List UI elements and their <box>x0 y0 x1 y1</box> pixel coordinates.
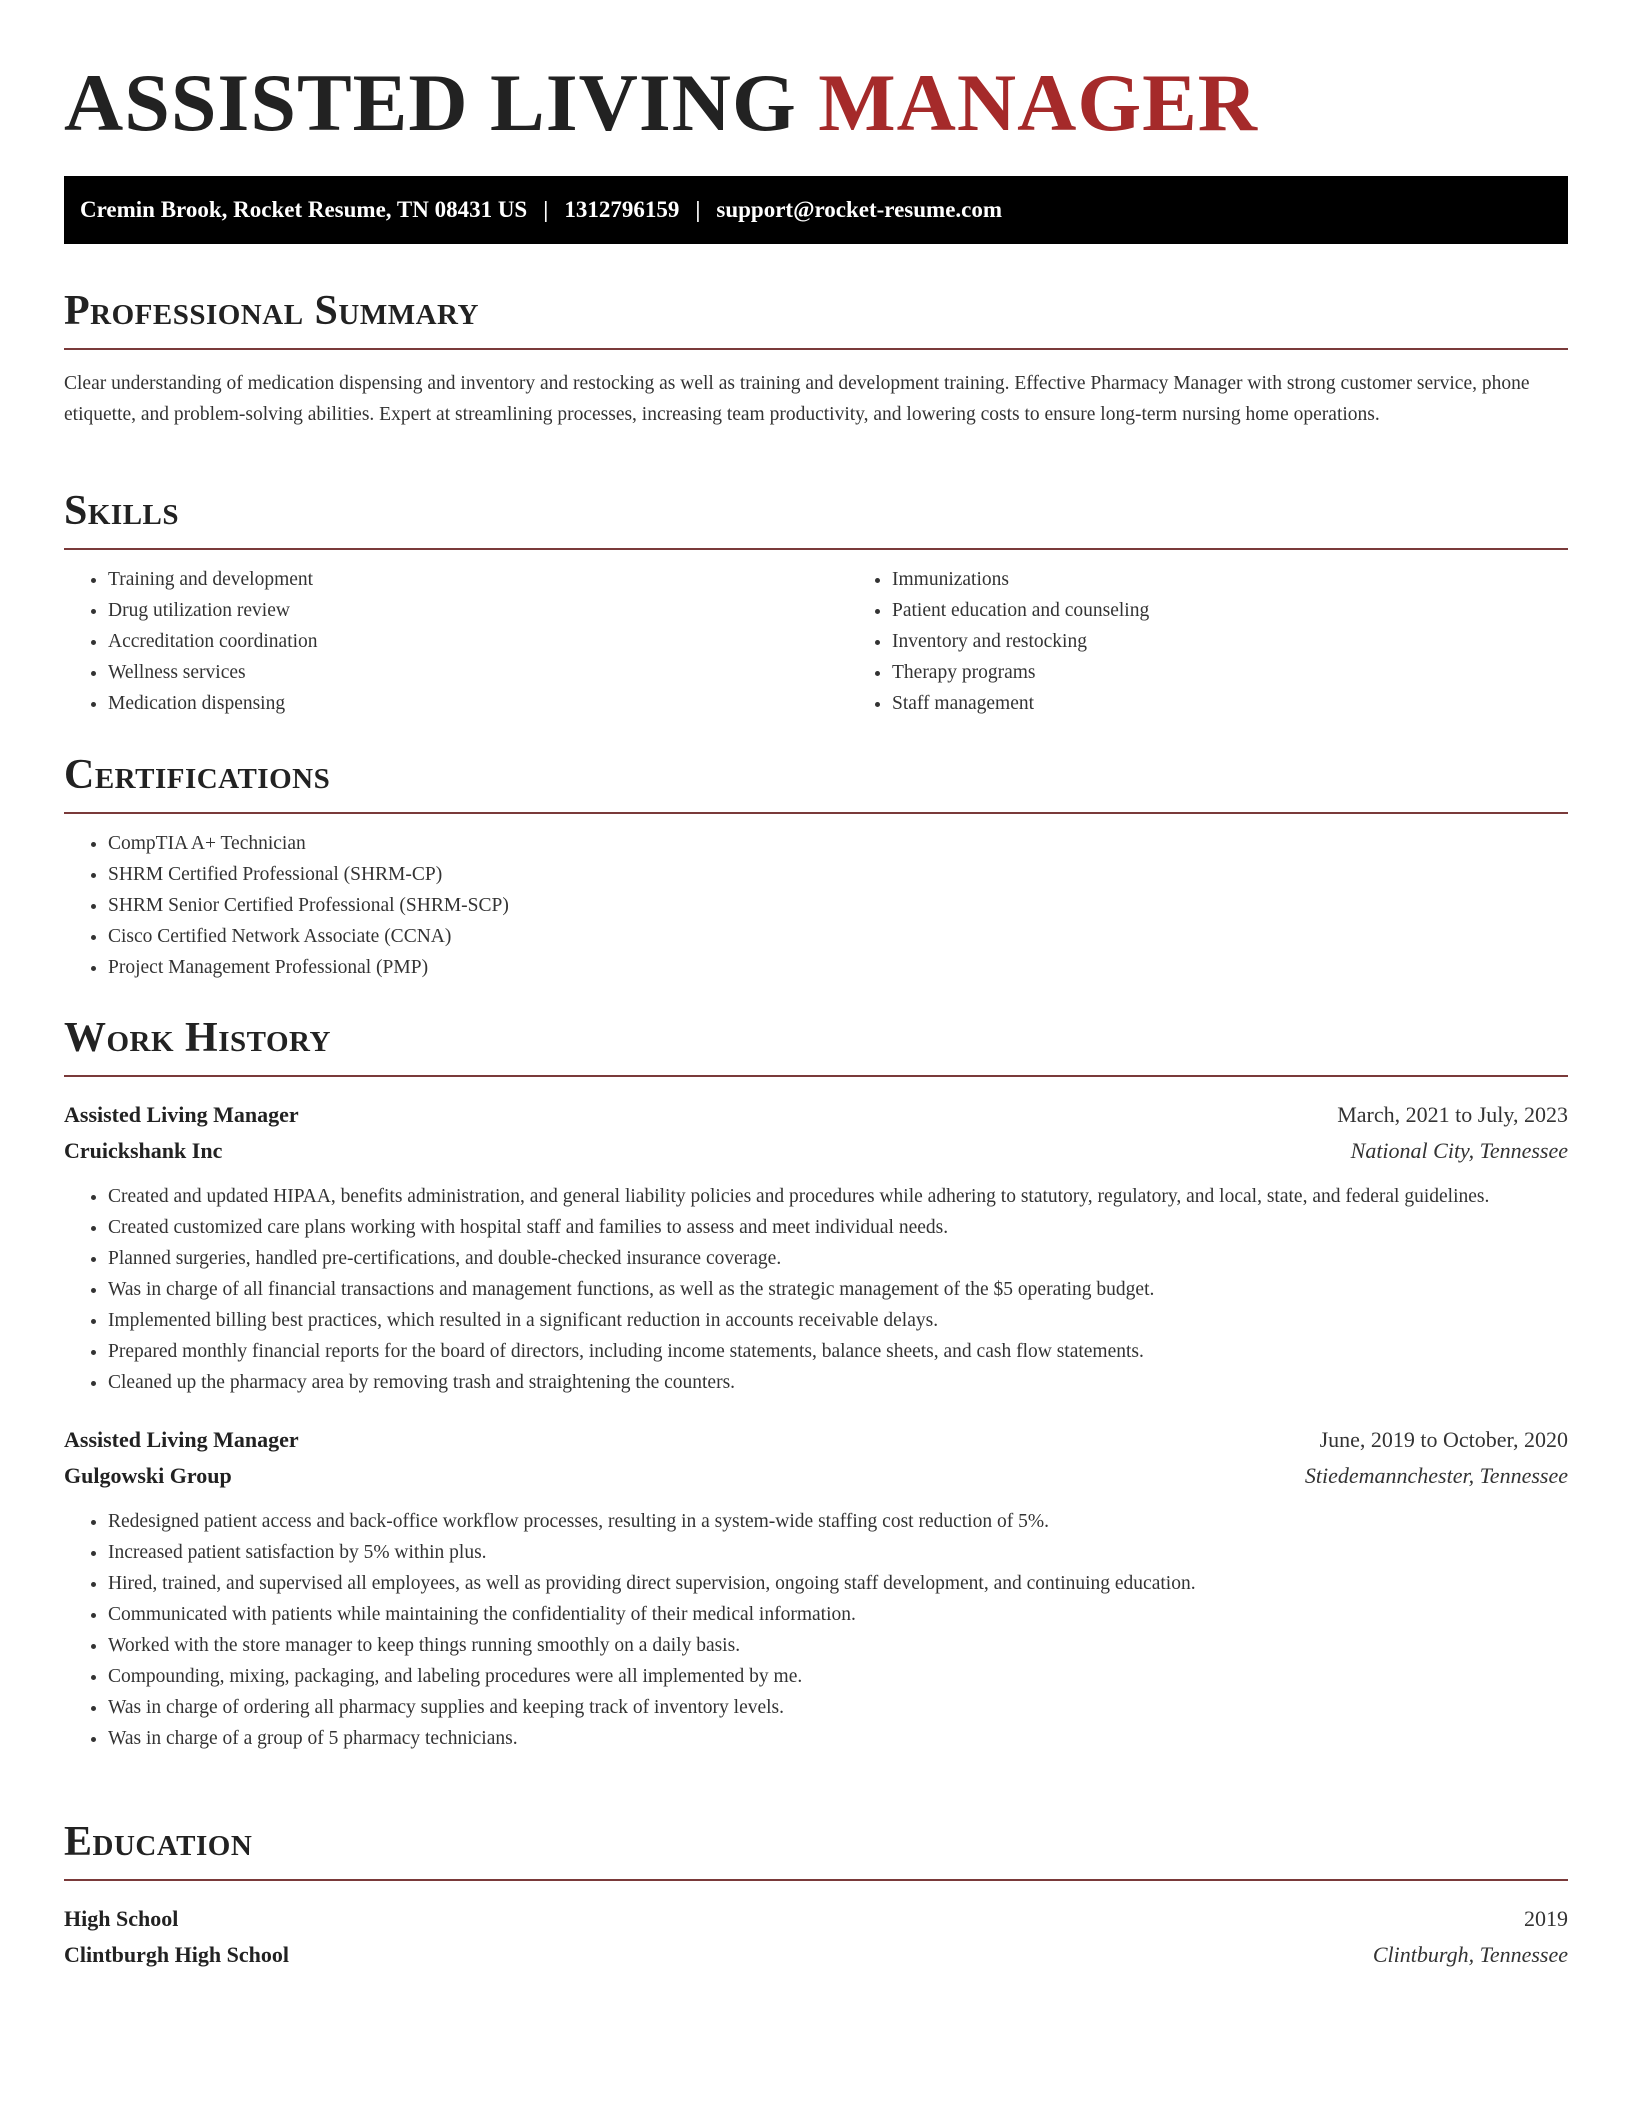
contact-phone: 1312796159 <box>564 197 680 222</box>
skills-grid <box>64 550 1568 719</box>
job-header <box>64 1097 1568 1133</box>
contact-email: support@rocket-resume.com <box>716 197 1003 222</box>
job-entry <box>64 1097 1568 1398</box>
skill-item: • Drug utilization review <box>108 595 848 626</box>
job-bullet: • Cleaned up the pharmacy area by removing trash and straightening the counters. <box>108 1367 1568 1398</box>
job-bullet: • Compounding, mixing, packaging, and labeling procedures were all implemented by me. <box>108 1661 1568 1692</box>
education-degree: High School <box>64 1906 179 1931</box>
certification-item: • SHRM Senior Certified Professional (SHRM-SCP) <box>108 890 1568 921</box>
job-company: Gulgowski Group <box>64 1463 232 1488</box>
certifications-heading: Certifications <box>64 752 331 798</box>
skills-list-right <box>848 564 1632 719</box>
certifications-section <box>64 750 1568 983</box>
education-section <box>64 1817 1568 1973</box>
job-title: Assisted Living Manager <box>64 1102 299 1127</box>
job-bullet: • Was in charge of ordering all pharmacy supplies and keeping track of inventory levels. <box>108 1692 1568 1723</box>
job-subheader <box>64 1458 1568 1494</box>
job-bullet: • Implemented billing best practices, which resulted in a significant reduction in accounts receivable delays. <box>108 1305 1568 1336</box>
job-dates: March, 2021 to July, 2023 <box>1337 1102 1568 1127</box>
section-divider <box>64 1075 1568 1077</box>
skill-item: • Training and development <box>108 564 848 595</box>
education-location: Clintburgh, Tennessee <box>1372 1942 1568 1967</box>
title-accent: MANAGER <box>818 57 1259 148</box>
skill-item: • Medication dispensing <box>108 688 848 719</box>
job-subheader <box>64 1133 1568 1169</box>
education-subheader <box>64 1937 1568 1973</box>
job-title: Assisted Living Manager <box>64 1427 299 1452</box>
job-bullet: • Prepared monthly financial reports for the board of directors, including income statements, balance sheets, and cash flow statements. <box>108 1336 1568 1367</box>
section-divider <box>64 1879 1568 1881</box>
certification-item: • CompTIA A+ Technician <box>108 828 1568 859</box>
job-entry <box>64 1422 1568 1754</box>
job-company: Cruickshank Inc <box>64 1138 223 1163</box>
section-divider <box>64 812 1568 814</box>
job-bullet: • Worked with the store manager to keep things running smoothly on a daily basis. <box>108 1630 1568 1661</box>
certification-item: • SHRM Certified Professional (SHRM-CP) <box>108 859 1568 890</box>
job-bullet: • Hired, trained, and supervised all employees, as well as providing direct supervision, ongoing staff development, and continuing education. <box>108 1568 1568 1599</box>
job-bullet: • Planned surgeries, handled pre-certifications, and double-checked insurance coverage. <box>108 1243 1568 1274</box>
job-bullet: • Created customized care plans working with hospital staff and families to assess and meet individual needs. <box>108 1212 1568 1243</box>
education-school: Clintburgh High School <box>64 1942 289 1967</box>
work-history-heading: Work History <box>64 1015 331 1061</box>
education-heading: Education <box>64 1819 253 1865</box>
contact-separator: | <box>543 197 549 222</box>
summary-heading: Professional Summary <box>64 288 479 334</box>
section-divider <box>64 348 1568 350</box>
page-title <box>64 58 1258 148</box>
job-bullet: • Redesigned patient access and back-office workflow processes, resulting in a system-wide staffing cost reduction of 5%. <box>108 1506 1568 1537</box>
skills-section <box>64 486 1568 719</box>
job-bullet: • Was in charge of a group of 5 pharmacy technicians. <box>108 1723 1568 1754</box>
certifications-list <box>64 828 1568 983</box>
work-history-section <box>64 1013 1568 1754</box>
summary-text: Clear understanding of medication dispensing and inventory and restocking as well as training and development training. Effective Pharmacy Manager with strong customer service, phone etiquette, and problem-solving abilities. Expert at streamlining processes, increasing team productivity, and lowering costs to ensure long-term nursing home operations. <box>64 373 1530 425</box>
education-year: 2019 <box>1524 1906 1568 1931</box>
skill-item: • Staff management <box>892 688 1632 719</box>
job-dates: June, 2019 to October, 2020 <box>1319 1427 1568 1452</box>
skill-item: • Accreditation coordination <box>108 626 848 657</box>
job-bullet: • Was in charge of all financial transactions and management functions, as well as the strategic management of the $5 operating budget. <box>108 1274 1568 1305</box>
certification-item: • Cisco Certified Network Associate (CCNA) <box>108 921 1568 952</box>
job-bullets <box>64 1181 1568 1398</box>
contact-address: Cremin Brook, Rocket Resume, TN 08431 US <box>80 197 528 222</box>
title-main: ASSISTED LIVING <box>64 57 797 148</box>
contact-separator: | <box>695 197 701 222</box>
contact-bar <box>64 176 1568 244</box>
skill-item: • Patient education and counseling <box>892 595 1632 626</box>
education-header <box>64 1901 1568 1937</box>
job-bullet: • Communicated with patients while maintaining the confidentiality of their medical information. <box>108 1599 1568 1630</box>
job-location: National City, Tennessee <box>1350 1138 1568 1163</box>
summary-section <box>64 286 1568 430</box>
job-location: Stiedemannchester, Tennessee <box>1304 1463 1568 1488</box>
job-bullet: • Created and updated HIPAA, benefits administration, and general liability policies and procedures while adhering to statutory, regulatory, and local, state, and federal guidelines. <box>108 1181 1568 1212</box>
job-bullet: • Increased patient satisfaction by 5% within plus. <box>108 1537 1568 1568</box>
skill-item: • Wellness services <box>108 657 848 688</box>
skills-list-left <box>64 564 848 719</box>
job-header <box>64 1422 1568 1458</box>
skills-heading: Skills <box>64 488 180 534</box>
skill-item: • Therapy programs <box>892 657 1632 688</box>
job-bullets <box>64 1506 1568 1754</box>
skill-item: • Inventory and restocking <box>892 626 1632 657</box>
certification-item: • Project Management Professional (PMP) <box>108 952 1568 983</box>
skill-item: • Immunizations <box>892 564 1632 595</box>
